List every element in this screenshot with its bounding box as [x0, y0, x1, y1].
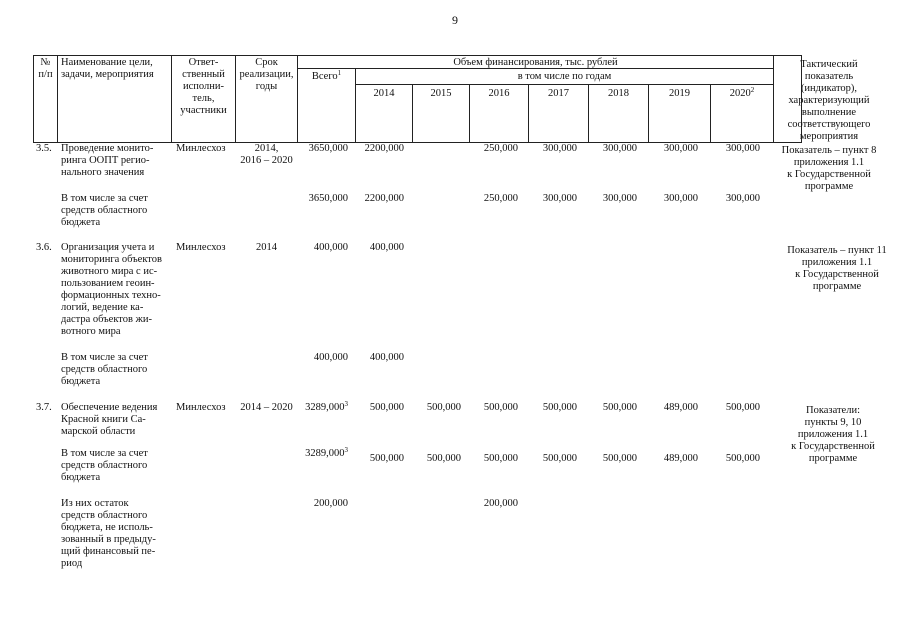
row-value-2017: 500,000	[542, 402, 577, 413]
row-value-2018: 500,000	[602, 453, 637, 464]
row-value-2016: 250,000	[483, 143, 518, 154]
row-value-2019: 489,000	[663, 402, 698, 413]
row-value-2016: 500,000	[483, 453, 518, 464]
row-value-2020: 300,000	[725, 143, 760, 154]
row-value-2015: 500,000	[426, 402, 461, 413]
row-total: 3650,000	[308, 143, 348, 154]
row-value-2020: 500,000	[725, 402, 760, 413]
row-number: 3.7.	[36, 402, 52, 413]
row-value-2018: 300,000	[602, 143, 637, 154]
row-total: 3289,000$^3$	[305, 446, 348, 459]
row-value-2016: 250,000	[483, 193, 518, 204]
row-value-2016: 500,000	[483, 402, 518, 413]
header-year: 2019	[669, 88, 690, 99]
row-value-2015: 500,000	[426, 453, 461, 464]
row-value-2019: 300,000	[663, 193, 698, 204]
header-year: 2018	[608, 88, 629, 99]
row-total: 400,000	[313, 242, 348, 253]
row-number: 3.6.	[36, 242, 52, 253]
header-name: Наименование цели, задачи, мероприятия	[61, 57, 154, 80]
header-year: 2020$^2$	[729, 86, 755, 99]
row-value-2017: 300,000	[542, 193, 577, 204]
row-name: Обеспечение ведения Красной книги Са- марской области	[61, 402, 158, 437]
header-executor: Ответ- ственный исполни- тель, участники	[180, 57, 227, 116]
header-year: 2017	[548, 88, 569, 99]
row-value-2018: 500,000	[602, 402, 637, 413]
header-year: 2014	[373, 88, 395, 99]
row-total: 400,000	[313, 352, 348, 363]
row-value-2014: 2200,000	[364, 143, 404, 154]
header-year: 2015	[430, 88, 452, 99]
row-value-2020: 300,000	[725, 193, 760, 204]
row-number: 3.5.	[36, 143, 52, 154]
row-value-2017: 500,000	[542, 453, 577, 464]
row-indicator: Показатель – пункт 8 приложения 1.1 к Государственной программе	[781, 145, 877, 192]
row-value-2014: 400,000	[369, 352, 404, 363]
row-executor: Минлесхоз	[176, 242, 226, 253]
row-value-2018: 300,000	[602, 193, 637, 204]
row-name: Из них остаток средств областного бюджета, не исполь- зованный в предыду- щий финансовый пе- риод	[61, 498, 156, 569]
row-value-2019: 489,000	[663, 453, 698, 464]
header-term: Срок реализации, годы	[239, 57, 294, 92]
row-indicator: Показатель – пункт 11 приложения 1.1 к Государственной программе	[787, 245, 887, 292]
row-value-2016: 200,000	[483, 498, 518, 509]
row-name: Проведение монито- ринга ООПТ регио- нального значения	[61, 143, 154, 178]
row-value-2014: 500,000	[369, 453, 404, 464]
row-value-2017: 300,000	[542, 143, 577, 154]
row-indicator: Показатели: пункты 9, 10 приложения 1.1 к Государственной программе	[791, 405, 875, 464]
row-term: 2014	[256, 242, 277, 253]
col-border	[57, 55, 58, 143]
header-year: 2016	[488, 88, 510, 99]
row-value-2014: 2200,000	[364, 193, 404, 204]
row-total: 3650,000	[308, 193, 348, 204]
header-top-border	[33, 55, 802, 56]
header-total: Всего$^1$	[311, 69, 342, 82]
header-num: № п/п	[38, 57, 53, 80]
row-value-2014: 400,000	[369, 242, 404, 253]
row-executor: Минлесхоз	[176, 402, 226, 413]
row-name: В том числе за счет средств областного бюджета	[61, 193, 148, 228]
row-name: В том числе за счет средств областного бюджета	[61, 448, 148, 483]
row-name: Организация учета и мониторинга объектов животного мира с ис- пользованием геоин- формационных техно- логий, ведение ка- дастра объектов жи- вотного мира	[61, 242, 162, 337]
row-value-2020: 500,000	[725, 453, 760, 464]
row-name: В том числе за счет средств областного бюджета	[61, 352, 148, 387]
header-indicator: Тактический показатель (индикатор), характеризующий выполнение соответствующего мероприятия	[787, 59, 871, 142]
row-total: 3289,000$^3$	[305, 400, 348, 413]
row-executor: Минлесхоз	[176, 143, 226, 154]
header-funding: Объем финансирования, тыс. рублей	[453, 57, 618, 68]
row-value-2014: 500,000	[369, 402, 404, 413]
row-term: 2014, 2016 – 2020	[240, 143, 293, 166]
row-term: 2014 – 2020	[240, 402, 293, 413]
page-number: 9	[452, 13, 458, 27]
row-total: 200,000	[313, 498, 348, 509]
header-by-years: в том числе по годам	[517, 71, 612, 82]
row-value-2019: 300,000	[663, 143, 698, 154]
